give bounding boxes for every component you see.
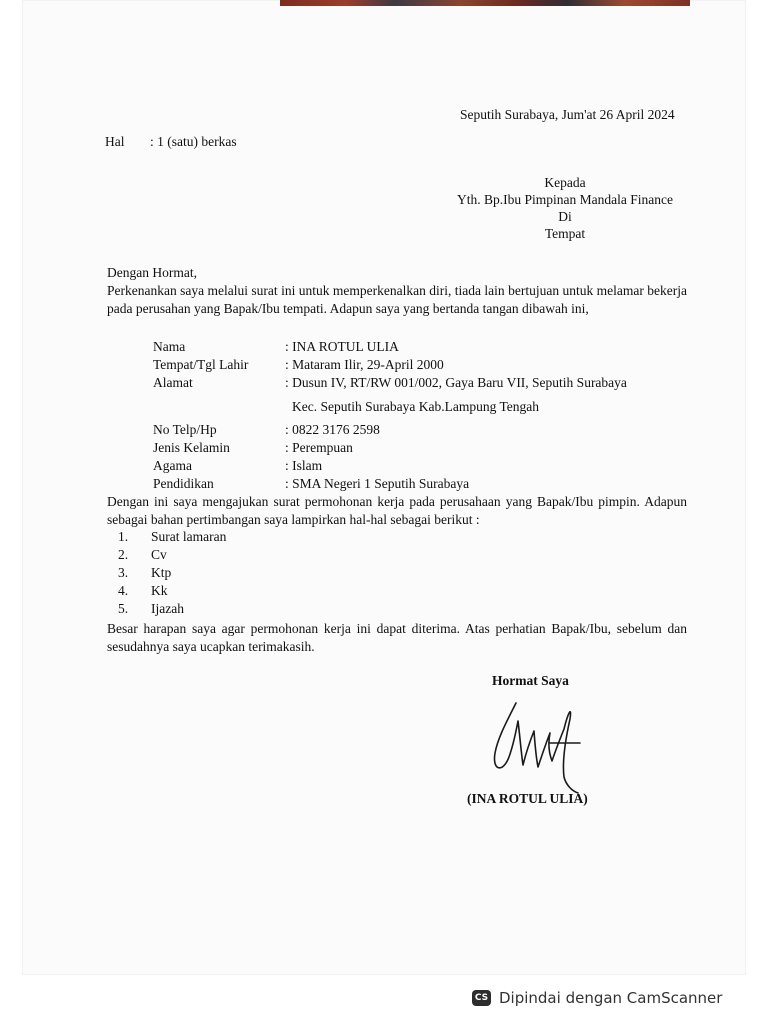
recipient-line-2: Yth. Bp.Ibu Pimpinan Mandala Finance [457,192,673,207]
name-value: : INA ROTUL ULIA [285,339,399,354]
list-item [118,582,226,600]
phone-label: No Telp/Hp [153,422,217,437]
list-number: 5. [118,601,129,616]
recipient-line-1: Kepada [544,175,586,190]
name-label: Nama [153,339,186,354]
list-item [118,600,226,618]
list-label: Kk [151,583,168,598]
attachment-list [118,528,226,618]
list-item [118,528,226,546]
religion-value: : Islam [285,458,323,473]
phone-value: : 0822 3176 2598 [285,422,380,437]
subject-label: Hal [105,134,125,149]
list-item [118,564,226,582]
camscanner-logo-icon: CS [472,990,491,1006]
address-value-continued: Kec. Seputih Surabaya Kab.Lampung Tengah [292,399,539,414]
request-paragraph: Dengan ini saya mengajukan surat permohonan kerja pada perusahaan yang Bapak/Ibu pimpin. Adapun sebagai bahan pertimbangan saya lampirkan hal-hal sebagai berikut : [107,494,687,527]
list-label: Ktp [151,565,172,580]
closing-paragraph: Besar harapan saya agar permohonan kerja ini dapat diterima. Atas perhatian Bapak/Ibu, sebelum dan sesudahnya saya ucapkan terimakasih. [107,621,687,654]
birth-value: : Mataram Ilir, 29-April 2000 [285,357,444,372]
religion-label: Agama [153,458,192,473]
address-value: : Dusun IV, RT/RW 001/002, Gaya Baru VII, Seputih Surabaya [285,375,627,390]
birth-label: Tempat/Tgl Lahir [153,357,249,372]
list-number: 1. [118,529,129,544]
greeting: Dengan Hormat, [107,265,197,280]
recipient-line-4: Tempat [544,226,586,241]
closing-salutation: Hormat Saya [492,673,569,688]
list-label: Cv [151,547,167,562]
gender-value: : Perempuan [285,440,353,455]
date-line: Seputih Surabaya, Jum'at 26 April 2024 [460,107,675,122]
education-label: Pendidikan [153,476,214,491]
torn-page-edge [280,0,690,6]
signer-name: (INA ROTUL ULIA) [467,791,588,806]
address-label: Alamat [153,375,193,390]
camscanner-text: Dipindai dengan CamScanner [499,989,723,1007]
list-label: Ijazah [151,601,184,616]
signature-drawing [478,695,598,795]
list-item [118,546,226,564]
intro-paragraph: Perkenankan saya melalui surat ini untuk memperkenalkan diri, tiada lain bertujuan untuk melamar bekerja pada perusahan yang Bapak/Ibu tempati. Adapun saya yang bertanda tangan dibawah ini, [107,283,687,316]
gender-label: Jenis Kelamin [153,440,230,455]
list-number: 2. [118,547,129,562]
list-label: Surat lamaran [151,529,227,544]
camscanner-watermark [472,983,756,1013]
recipient-block [440,174,690,242]
subject-value: : 1 (satu) berkas [150,134,237,149]
recipient-line-3: Di [558,209,572,224]
list-number: 4. [118,583,129,598]
list-number: 3. [118,565,129,580]
education-value: : SMA Negeri 1 Seputih Surabaya [285,476,470,491]
